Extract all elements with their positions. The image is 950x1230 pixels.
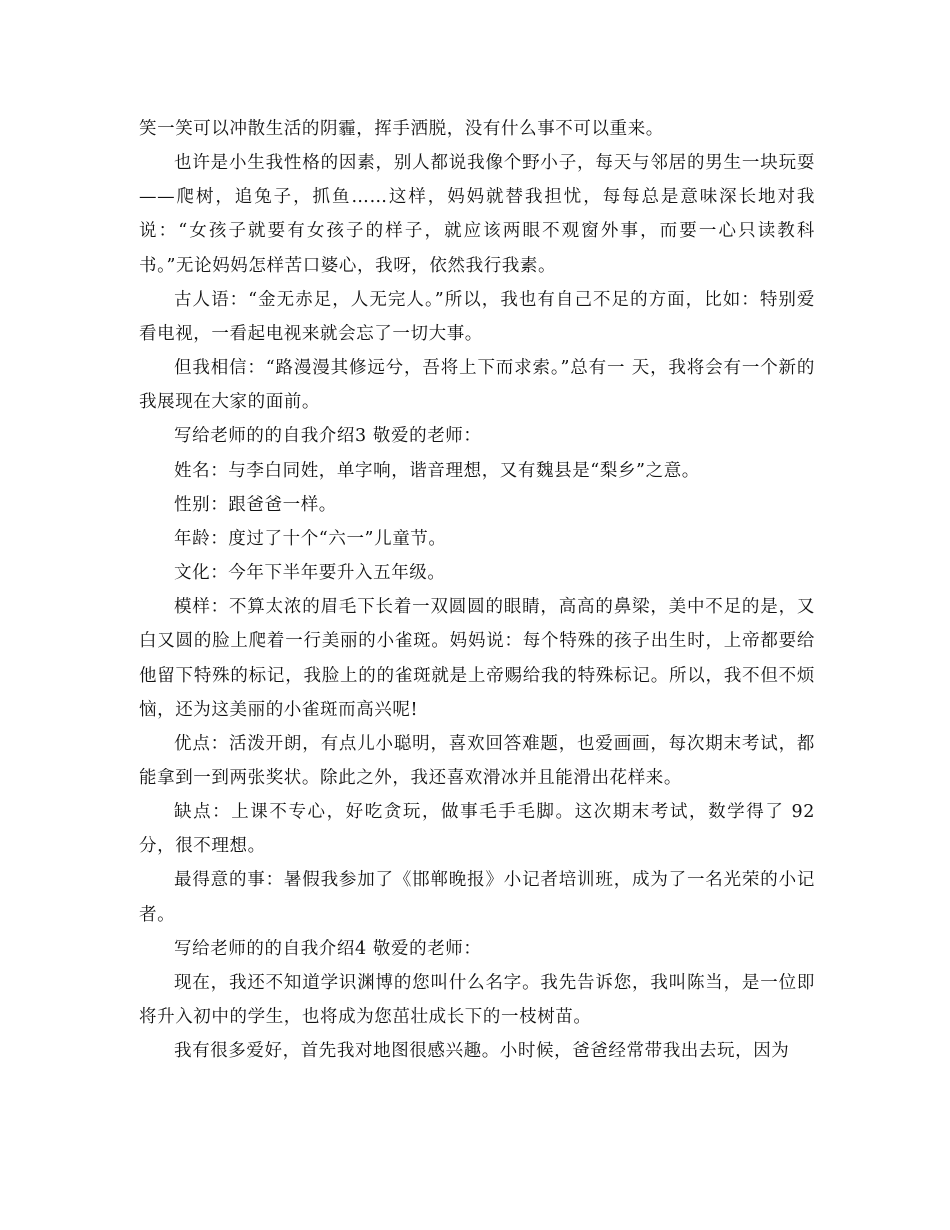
paragraph-weaknesses: 缺点：上课不专心，好吃贪玩，做事毛手毛脚。这次期末考试，数学得了 92 分，很不理想。 (139, 802, 815, 857)
section-heading-3: 写给老师的的自我介绍3 敬爱的老师： (174, 426, 482, 447)
paragraph-strengths: 优点：活泼开朗，有点儿小聪明，喜欢回答难题，也爱画画，每次期末考试，都能拿到一到两张奖状。除此之外，我还喜欢滑冰并且能滑出花样来。 (139, 733, 815, 788)
paragraph-3: 古人语：“金无赤足，人无完人。”所以，我也有自己不足的方面，比如：特别爱看电视，一看起电视来就会忘了一切大事。 (139, 289, 815, 344)
paragraph-intro: 现在，我还不知道学识渊博的您叫什么名字。我先告诉您，我叫陈当，是一位即将升入初中的学生，也将成为您茁壮成长下的一枝树苗。 (139, 972, 815, 1028)
paragraph-hobbies: 我有很多爱好，首先我对地图很感兴趣。小时候，爸爸经常带我出去玩，因为 (174, 1041, 790, 1062)
paragraph-gender: 性别：跟爸爸一样。 (174, 494, 337, 515)
paragraph-education: 文化：今年下半年要升入五年级。 (174, 563, 446, 584)
paragraph-name: 姓名：与李白同姓，单字响，谐音理想，又有魏县是“梨乡”之意。 (174, 460, 700, 481)
paragraph-2: 也许是小生我性格的因素，别人都说我像个野小子，每天与邻居的男生一块玩耍——爬树，追兔子，抓鱼……这样，妈妈就替我担忧，每每总是意味深长地对我说：“女孩子就要有女孩子的样子，就应该两眼不观窗外事，而要一心只读教科书。”无论妈妈怎样苦口婆心，我呀，依然我行我素。 (139, 153, 815, 276)
paragraph-1: 笑一笑可以冲散生活的阴霾，挥手洒脱，没有什么事不可以重来。 (139, 119, 664, 139)
paragraph-4: 但我相信：“路漫漫其修远兮，吾将上下而求索。”总有一 天，我将会有一个新的我展现在大家的面前。 (139, 358, 815, 413)
document-body (139, 112, 815, 1068)
paragraph-proudest: 最得意的事：暑假我参加了《邯郸晚报》小记者培训班，成为了一名光荣的小记者。 (139, 870, 815, 925)
section-heading-4: 写给老师的的自我介绍4 敬爱的老师： (174, 938, 482, 959)
paragraph-appearance: 模样：不算太浓的眉毛下长着一双圆圆的眼睛，高高的鼻梁，美中不足的是，又白又圆的脸上爬着一行美丽的小雀斑。妈妈说：每个特殊的孩子出生时，上帝都要给他留下特殊的标记，我脸上的的雀斑就是上帝赐给我的特殊标记。所以，我不但不烦恼，还为这美丽的小雀斑而高兴呢! (139, 597, 815, 720)
paragraph-age: 年龄：度过了十个“六一”儿童节。 (174, 528, 447, 549)
